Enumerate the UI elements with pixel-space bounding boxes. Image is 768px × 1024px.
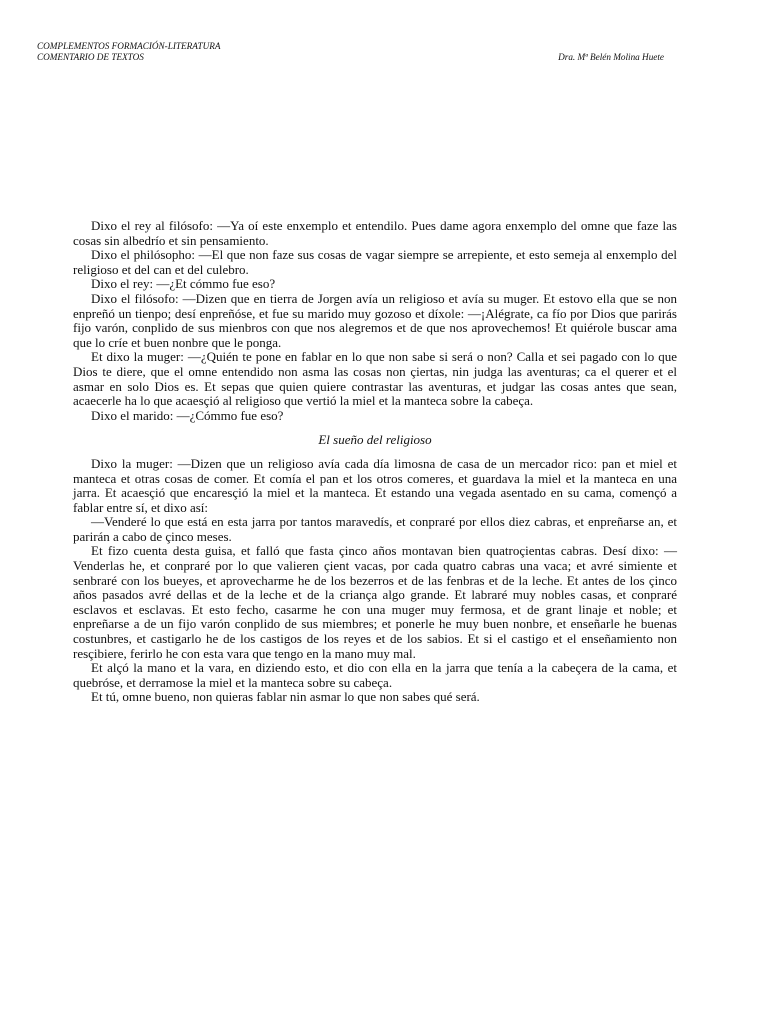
page-header — [37, 41, 664, 63]
paragraph: Et dixo la muger: —¿Quién te pone en fablar en lo que non sabe si será o non? Calla et sei pagado con lo que Dios te diere, que el omne entendido non asma las cosas non çiertas, nin judga las aventuras; ca el querer et el asmar en solo Dios es. Et sepas que quien quiere contrastar las aventuras, et judgar las cosas antes que sean, acaecerle ha lo que acaesçió al religioso que vertió la miel et la manteca sobre la cabeça. — [73, 349, 677, 409]
paragraph: Et alçó la mano et la vara, en diziendo esto, et dio con ella en la jarra que tenía a la cabeçera de la cama, et quebróse, et derramose la miel et la manteca sobre su cabeça. — [73, 660, 677, 690]
paragraph: Et fizo cuenta desta guisa, et falló que fasta çinco años montavan bien quatroçientas cabras. Desí dixo: —Venderlas he, et conpraré por lo que valieren çient vacas, por cada quatro cabras una vaca; et avré simiente et senbraré con los bueyes, et aprovecharme he de los bezerros et de las fenbras et de la leche. Et antes de los çinco años pasados avré dellas et de la leche et de la criança algo grande. Et labraré muy nobles casas, et conpraré esclavos et esclavas. Et esto fecho, casarme he con una muger muy fermosa, et de grant linaje et noble; et enpreñarse a de un fijo varón conplido de sus miembres; et ponerle he muy buen nonbre, et enseñarle he buenas costunbres, et castigarlo he de los castigos de los reyes et de los sabios. Et si el castigo et el enseñamiento non resçibiere, ferirlo he con esta vara que tengo en la mano muy mal. — [73, 543, 677, 661]
section-title: El sueño del religioso — [318, 432, 432, 448]
header-course-title: COMPLEMENTOS FORMACIÓN-LITERATURA — [37, 41, 221, 51]
paragraph: Dixo el philósopho: —El que non faze sus cosas de vagar siempre se arrepiente, et esto semeja al enxemplo del religioso et del can et del culebro. — [73, 247, 677, 277]
paragraph: Et tú, omne bueno, non quieras fablar nin asmar lo que non sabes qué será. — [91, 689, 480, 705]
paragraph: Dixo el rey: —¿Et cómmo fue eso? — [91, 276, 276, 292]
paragraph: Dixo el rey al filósofo: —Ya oí este enxemplo et entendilo. Pues dame agora enxemplo del omne que faze las cosas sin albedrío et sin pensamiento. — [73, 218, 677, 248]
paragraph: Dixo el filósofo: —Dizen que en tierra de Jorgen avía un religioso et avía su muger. Et estovo ella que se non enpreñó un tienpo; desí enpreñóse, et fue su marido muy gozoso et díxole: —¡Alégrate, ca fío por Dios que parirás fijo varón, conplido de sus mienbros con que nos alegremos et de que nos aprovechemos! Et quiérole buscar ama que lo críe et buen nonbre que le ponga. — [73, 290, 677, 350]
paragraph: —Venderé lo que está en esta jarra por tantos maravedís, et conpraré por ellos diez cabras, et enpreñarse an, et parirán a cabo de çinco meses. — [73, 514, 677, 544]
document-body — [73, 219, 677, 705]
header-subject-title: COMENTARIO DE TEXTOS — [37, 52, 144, 62]
paragraph: Dixo la muger: —Dizen que un religioso avía cada día limosna de casa de un mercador rico: pan et miel et manteca et otras cosas de comer. Et comía el pan et los otros comeres, et guardava la miel et la manteca en una jarra. Et acaesçió que encaresçió la miel et la manteca. Et estando una vegada asentado en su cama, començó a fablar entre sí, et dixo así: — [73, 455, 677, 515]
paragraph: Dixo el marido: —¿Cómmo fue eso? — [91, 407, 284, 423]
header-author: Dra. Mª Belén Molina Huete — [558, 52, 664, 62]
